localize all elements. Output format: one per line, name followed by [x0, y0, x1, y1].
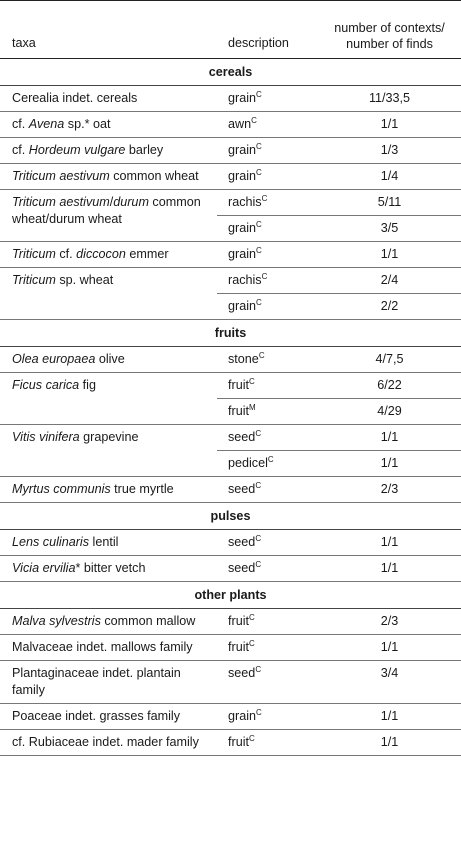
description-cell	[217, 216, 318, 242]
preservation-superscript: C	[256, 708, 262, 717]
taxa-italic: durum	[113, 195, 149, 209]
taxa-italic: diccocon	[76, 247, 126, 261]
taxa-text: true myrtle	[110, 482, 174, 496]
table-row	[0, 268, 461, 294]
taxa-italic: Myrtus communis	[12, 482, 111, 496]
taxa-cell	[0, 635, 217, 661]
description-text: pedicel	[228, 456, 268, 470]
count-cell: 1/1	[318, 112, 461, 138]
description-text: grain	[228, 169, 257, 183]
taxa-italic: Malva sylvestris	[12, 614, 101, 628]
description-text: fruit	[228, 640, 249, 654]
description-cell	[217, 138, 318, 164]
description-text: grain	[228, 299, 257, 313]
taxa-cell	[0, 86, 217, 112]
taxa-text: Cerealia indet. cereals	[12, 91, 138, 105]
preservation-superscript: C	[256, 298, 262, 307]
taxa-italic: Vicia ervilia	[12, 561, 76, 575]
description-cell	[217, 86, 318, 112]
taxa-cell	[0, 190, 217, 242]
table-row	[0, 661, 461, 704]
count-cell: 1/1	[318, 704, 461, 730]
preservation-superscript: C	[256, 246, 262, 255]
taxa-italic: Avena	[28, 117, 65, 131]
preservation-superscript: C	[255, 665, 262, 674]
preservation-superscript: C	[261, 272, 268, 281]
taxa-text: cf.	[12, 117, 29, 131]
description-cell	[217, 661, 318, 704]
count-cell: 6/22	[318, 373, 461, 399]
preservation-superscript: C	[261, 194, 268, 203]
table-row	[0, 425, 461, 451]
description-text: seed	[228, 430, 256, 444]
taxa-italic: Lens culinaris	[12, 535, 90, 549]
taxa-text: cf.	[12, 143, 29, 157]
taxa-cell	[0, 164, 217, 190]
taxa-cell	[0, 112, 217, 138]
taxa-cell	[0, 704, 217, 730]
count-cell: 1/1	[318, 451, 461, 477]
count-cell: 2/2	[318, 294, 461, 320]
table-row	[0, 477, 461, 503]
description-cell	[217, 399, 318, 425]
table-row	[0, 347, 461, 373]
description-text: grain	[228, 709, 257, 723]
taxa-cell	[0, 530, 217, 556]
taxa-text: cf.	[55, 247, 77, 261]
header-description: description	[217, 1, 318, 59]
description-cell	[217, 704, 318, 730]
preservation-superscript: C	[255, 560, 262, 569]
table-row	[0, 730, 461, 756]
description-cell	[217, 164, 318, 190]
taxa-text: sp. wheat	[55, 273, 114, 287]
taxa-text: grapevine	[79, 430, 139, 444]
description-cell	[217, 609, 318, 635]
taxa-italic: Triticum aestivum	[12, 195, 110, 209]
preservation-superscript: C	[256, 142, 262, 151]
table-row	[0, 242, 461, 268]
section-header-row	[0, 582, 461, 609]
taxa-text: emmer	[125, 247, 169, 261]
taxa-cell	[0, 138, 217, 164]
section-title: fruits	[0, 320, 461, 347]
taxa-text: Poaceae indet. grasses family	[12, 709, 181, 723]
taxa-cell	[0, 556, 217, 582]
taxa-text: common wheat	[109, 169, 199, 183]
preservation-superscript: C	[255, 429, 262, 438]
taxa-italic: Vitis vinifera	[12, 430, 80, 444]
table-row	[0, 609, 461, 635]
taxa-text: Malvaceae indet. mallows family	[12, 640, 193, 654]
count-cell: 1/4	[318, 164, 461, 190]
taxa-cell	[0, 661, 217, 704]
taxa-text: cf. Rubiaceae indet. mader family	[12, 735, 199, 749]
description-text: seed	[228, 666, 256, 680]
header-taxa: taxa	[0, 1, 217, 59]
description-text: grain	[228, 247, 257, 261]
taxa-cell	[0, 373, 217, 425]
section-header-row	[0, 59, 461, 86]
table-row	[0, 635, 461, 661]
description-text: seed	[228, 535, 256, 549]
description-text: seed	[228, 561, 256, 575]
table-row	[0, 190, 461, 216]
section-title: other plants	[0, 582, 461, 609]
taxa-italic: Triticum	[12, 273, 56, 287]
description-cell	[217, 556, 318, 582]
description-cell	[217, 112, 318, 138]
description-text: stone	[228, 352, 259, 366]
count-cell: 5/11	[318, 190, 461, 216]
taxa-cell	[0, 347, 217, 373]
description-text: grain	[228, 91, 257, 105]
preservation-superscript: C	[256, 90, 262, 99]
taxa-text: olive	[95, 352, 125, 366]
count-cell: 2/3	[318, 477, 461, 503]
taxa-text: barley	[125, 143, 164, 157]
taxa-italic: Triticum aestivum	[12, 169, 110, 183]
description-text: grain	[228, 143, 257, 157]
section-header-row	[0, 320, 461, 347]
description-cell	[217, 373, 318, 399]
description-text: seed	[228, 482, 256, 496]
taxa-text: common wheat/durum wheat	[12, 195, 201, 226]
description-cell	[217, 530, 318, 556]
count-cell: 1/1	[318, 425, 461, 451]
count-cell: 1/3	[318, 138, 461, 164]
preservation-superscript: C	[256, 168, 262, 177]
description-text: rachis	[228, 195, 262, 209]
taxa-italic: Triticum	[12, 247, 56, 261]
taxa-cell	[0, 242, 217, 268]
table-row	[0, 112, 461, 138]
taxa-text: Plantaginaceae indet. plantain family	[12, 666, 181, 697]
description-cell	[217, 294, 318, 320]
count-cell: 1/1	[318, 635, 461, 661]
count-cell: 4/29	[318, 399, 461, 425]
description-cell	[217, 477, 318, 503]
count-cell: 1/1	[318, 730, 461, 756]
section-title: pulses	[0, 503, 461, 530]
section-title: cereals	[0, 59, 461, 86]
table-row	[0, 138, 461, 164]
description-cell	[217, 635, 318, 661]
preservation-superscript: C	[249, 734, 255, 743]
preservation-superscript: C	[249, 639, 255, 648]
description-cell	[217, 242, 318, 268]
preservation-superscript: C	[249, 613, 255, 622]
description-cell	[217, 451, 318, 477]
taxa-text: /	[109, 195, 114, 209]
section-header-row	[0, 503, 461, 530]
description-text: rachis	[228, 273, 262, 287]
table-row	[0, 86, 461, 112]
table-row	[0, 373, 461, 399]
taxa-cell	[0, 268, 217, 320]
taxa-italic: Olea europaea	[12, 352, 96, 366]
count-cell: 4/7,5	[318, 347, 461, 373]
preservation-superscript: C	[255, 534, 262, 543]
count-cell: 11/33,5	[318, 86, 461, 112]
count-cell: 2/4	[318, 268, 461, 294]
description-text: fruit	[228, 614, 249, 628]
taxa-italic: Hordeum vulgare	[28, 143, 126, 157]
table-body	[0, 59, 461, 756]
count-cell: 1/1	[318, 530, 461, 556]
taxa-text: * bitter vetch	[75, 561, 146, 575]
table-row	[0, 164, 461, 190]
preservation-superscript: C	[256, 220, 262, 229]
preservation-superscript: C	[267, 455, 274, 464]
preservation-superscript: C	[258, 351, 265, 360]
preservation-superscript: C	[251, 116, 257, 125]
taxa-cell	[0, 609, 217, 635]
description-cell	[217, 730, 318, 756]
count-cell: 1/1	[318, 556, 461, 582]
preservation-superscript: C	[255, 481, 262, 490]
description-text: fruit	[228, 404, 249, 418]
description-text: fruit	[228, 735, 249, 749]
taxa-text: common mallow	[100, 614, 196, 628]
taxa-italic: Ficus carica	[12, 378, 80, 392]
count-cell: 2/3	[318, 609, 461, 635]
taxa-cell	[0, 477, 217, 503]
description-cell	[217, 425, 318, 451]
header-number: number of contexts/ number of finds	[318, 1, 461, 59]
description-cell	[217, 268, 318, 294]
count-cell: 1/1	[318, 242, 461, 268]
description-text: awn	[228, 117, 252, 131]
table-row	[0, 530, 461, 556]
preservation-superscript: C	[249, 377, 255, 386]
preservation-superscript: M	[249, 403, 256, 412]
taxa-cell	[0, 730, 217, 756]
description-cell	[217, 347, 318, 373]
taxa-cell	[0, 425, 217, 477]
taxa-text: fig	[79, 378, 96, 392]
count-cell: 3/5	[318, 216, 461, 242]
description-text: grain	[228, 221, 257, 235]
table-row	[0, 704, 461, 730]
table-row	[0, 556, 461, 582]
description-text: fruit	[228, 378, 249, 392]
count-cell: 3/4	[318, 661, 461, 704]
taxa-text: lentil	[89, 535, 119, 549]
taxa-text: sp.* oat	[64, 117, 111, 131]
header-row	[0, 1, 461, 59]
description-cell	[217, 190, 318, 216]
